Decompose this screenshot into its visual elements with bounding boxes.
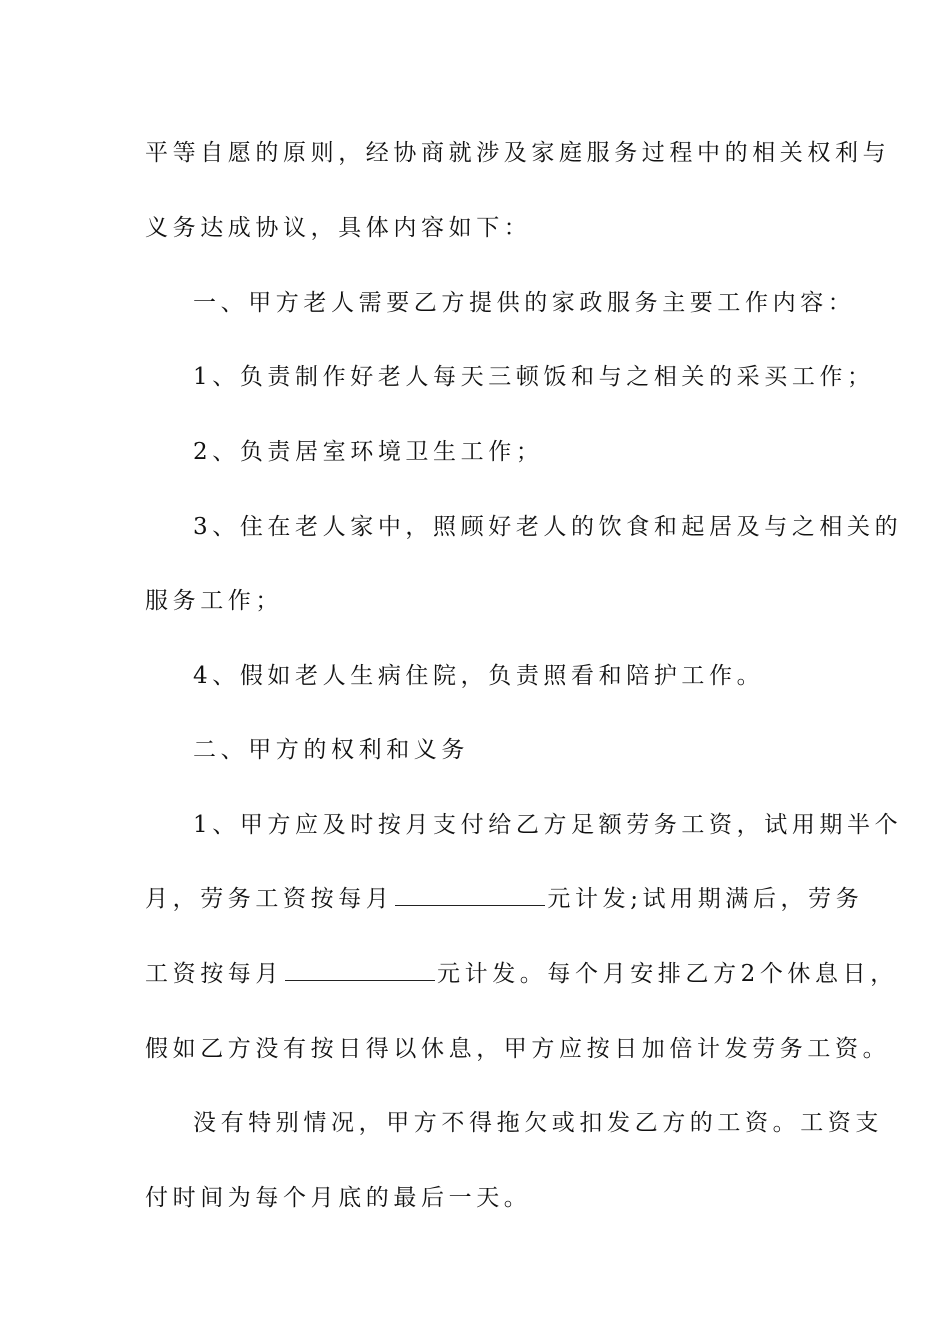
paragraph-line: 假如乙方没有按日得以休息，甲方应按日加倍计发劳务工资。 [145,1036,891,1062]
paragraph-line: 平等自愿的原则，经协商就涉及家庭服务过程中的相关权利与 [145,140,891,166]
paragraph-line [145,884,864,914]
salary-blank-regular [285,960,435,981]
text-segment: 元计发。每个月安排乙方2个休息日， [437,961,898,987]
paragraph-line: 没有特别情况，甲方不得拖欠或扣发乙方的工资。工资支 [193,1110,883,1136]
list-item: 3、住在老人家中，照顾好老人的饮食和起居及与之相关的 [193,514,903,540]
paragraph-line: 付时间为每个月底的最后一天。 [145,1185,532,1211]
section-heading: 一、甲方老人需要乙方提供的家政服务主要工作内容： [193,290,856,316]
text-segment: 元计发;试用期满后，劳务 [547,886,864,912]
paragraph-line [145,959,898,989]
paragraph-line: 义务达成协议，具体内容如下： [145,215,532,241]
salary-blank-trial [395,885,545,906]
text-segment: 工资按每月 [145,961,283,987]
text-segment: 月，劳务工资按每月 [145,886,394,912]
list-item: 4、假如老人生病住院，负责照看和陪护工作。 [193,663,765,689]
list-item: 1、负责制作好老人每天三顿饭和与之相关的采买工作； [193,364,875,390]
section-heading: 二、甲方的权利和义务 [193,737,469,763]
list-item: 1、甲方应及时按月支付给乙方足额劳务工资，试用期半个 [193,812,903,838]
paragraph-line: 服务工作； [145,588,283,614]
list-item: 2、负责居室环境卫生工作； [193,439,544,465]
